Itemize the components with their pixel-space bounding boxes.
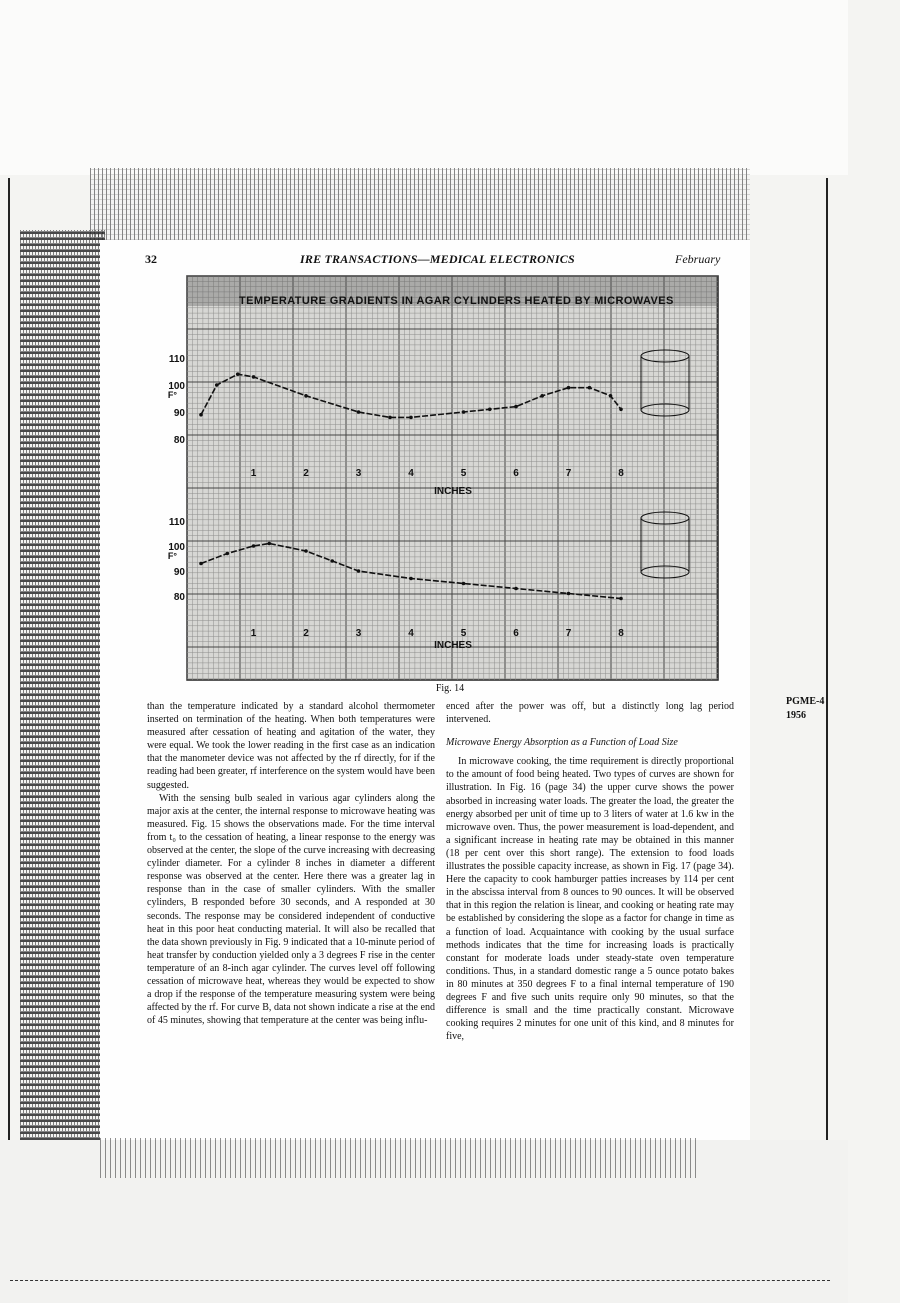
- data-point: [252, 544, 256, 548]
- journal-title: IRE TRANSACTIONS—MEDICAL ELECTRONICS: [300, 252, 575, 266]
- data-point: [567, 592, 571, 596]
- data-point: [388, 416, 392, 420]
- scan-top-margin: [0, 0, 848, 175]
- figure-caption: Fig. 14: [435, 683, 465, 694]
- x-tick-label: 2: [303, 468, 309, 479]
- y-axis-unit: F°: [167, 390, 177, 400]
- x-tick-label: 1: [250, 628, 257, 639]
- y-tick-label: 110: [168, 517, 185, 528]
- text-column-left: [147, 700, 435, 1027]
- figure-chart: [167, 276, 718, 680]
- x-axis-label: INCHES: [434, 486, 472, 497]
- x-tick-label: 7: [565, 628, 572, 639]
- paragraph: enced after the power was off, but a distinctly long lag period intervened.: [446, 701, 734, 726]
- scan-bottom-rule: [10, 1280, 830, 1282]
- data-point: [199, 413, 203, 417]
- data-point: [514, 405, 518, 409]
- data-point: [236, 372, 240, 376]
- data-point: [267, 542, 271, 546]
- data-point: [514, 587, 518, 591]
- margin-annotation: [786, 695, 824, 723]
- y-tick-label: 80: [173, 435, 185, 446]
- margin-annotation-line: PGME-4: [786, 696, 825, 707]
- scan-edge-right: [826, 178, 828, 1278]
- scan-edge-left: [8, 178, 10, 1278]
- x-tick-label: 1: [250, 468, 257, 479]
- text-column-right: [446, 700, 734, 1043]
- y-axis-unit: F°: [167, 551, 177, 561]
- x-tick-label: 3: [355, 628, 362, 639]
- x-tick-label: 4: [408, 628, 414, 639]
- y-tick-label: 80: [173, 592, 185, 603]
- data-point: [409, 577, 413, 581]
- scan-noise-bottom: [100, 1138, 700, 1178]
- x-tick-label: 8: [618, 628, 624, 639]
- x-tick-label: 4: [408, 468, 414, 479]
- x-tick-label: 5: [460, 468, 467, 479]
- y-tick-label: 110: [168, 354, 185, 365]
- y-tick-label: 90: [173, 408, 185, 419]
- data-point: [330, 559, 334, 563]
- section-heading: Microwave Energy Absorption as a Function of Load Size: [446, 737, 678, 749]
- data-point: [199, 562, 203, 566]
- data-point: [462, 582, 466, 586]
- data-point: [304, 394, 308, 398]
- data-point: [409, 416, 413, 420]
- running-header: [145, 252, 765, 270]
- data-point: [304, 549, 308, 553]
- paragraph: than the temperature indicated by a standard alcohol thermometer inserted on termination of the heating. When both temperatures were measured after cessation of heating and agitation of the water, they were equal. We took the lower reading in the first case as an indication that the manometer device was not affected by the rf directly, for if the reading had been greater, rf interference on the system would have been suggested.: [147, 701, 435, 791]
- data-point: [540, 394, 544, 398]
- data-point: [609, 394, 613, 398]
- x-tick-label: 7: [565, 468, 572, 479]
- data-point: [567, 386, 571, 390]
- figure-14: [167, 276, 718, 680]
- data-point: [225, 552, 229, 556]
- figure-title: TEMPERATURE GRADIENTS IN AGAR CYLINDERS HEATED BY MICROWAVES: [239, 295, 674, 307]
- x-tick-label: 6: [513, 468, 519, 479]
- x-tick-label: 2: [303, 628, 309, 639]
- issue-month: February: [675, 252, 721, 266]
- margin-annotation-line: 1956: [786, 710, 806, 721]
- data-point: [357, 410, 361, 414]
- scan-noise-top: [90, 168, 750, 240]
- data-point: [215, 383, 219, 387]
- data-point: [462, 410, 466, 414]
- x-tick-label: 3: [355, 468, 362, 479]
- y-tick-label: 100: [168, 542, 185, 553]
- data-point: [357, 569, 361, 573]
- page-number: 32: [145, 252, 157, 266]
- data-point: [588, 386, 592, 390]
- x-axis-label: INCHES: [434, 640, 472, 651]
- paragraph: With the sensing bulb sealed in various agar cylinders along the major axis at the center, the internal response to microwave heating was measured. Fig. 15 shows the observations made. For the time interval from t₀ to the cessation of heating, a linear response to the energy was observed at the center, the slope of the curve increasing with decreasing cylinder diameter. For a cylinder 8 inches in diameter a different response was observed at the center. Here there was a greater lag in response than in the case of smaller cylinders. With the smaller cylinders, B responded before 30 seconds, and A responded at 30 seconds. The response may be considered independent of conductive heat in this poor heat conducting material. It will also be recalled that the data shown previously in Fig. 9 indicated that a 10-minute period of heat transfer by conduction yielded only a 3 degrees F rise in the center temperature of an 8-inch agar cylinder. The curves level off following cessation of microwave heat, whereas they would be expected to show a drop if the response of the temperature measuring system were being affected by the rf. For curve B, data not shown indicate a rise at the end of 45 minutes, showing that temperature at the center was being influ-: [147, 792, 435, 1027]
- x-tick-label: 6: [513, 628, 519, 639]
- data-point: [619, 597, 623, 601]
- paragraph: In microwave cooking, the time requirement is directly proportional to the amount of food being heated. Two types of curves are shown for illustration. In Fig. 16 (page 34) the upper curve shows the power absorbed in increasing water loads. The greater the load, the greater the energy absorbed per unit of time up to 3 liters of water at 1.6 kw in the microwave oven. Thus, the power measurement is load-dependent, and a significant increase in heating rate may be obtained in this manner (18 per cent over this short range). The extension to food loads illustrates the possible capacity increase, as shown in Fig. 17 (page 34). Here the capacity to cook hamburger patties increases by 114 per cent in the abscissa interval from 8 ounces to 90 ounces. It will be observed that in this region the relation is linear, and cooking or heating rate may be established by considering the slope as a factor for change in time as a function of load. Acquaintance with cooking by the usual surface methods indicates that the time for increasing loads is practically constant for moderate loads under steady-state oven temperature conditions. Thus, in a standard domestic range a 5 ounce potato bakes in 80 minutes at 350 degrees F to a final internal temperature of 190 degrees F and five such units require only 90 minutes, so that the difference is small and the time practically constant. Microwave cooking requires 2 minutes for one unit of this kind, and 8 minutes for five,: [446, 756, 734, 1043]
- x-tick-label: 5: [460, 628, 467, 639]
- data-point: [252, 375, 256, 379]
- y-tick-label: 100: [168, 381, 185, 392]
- data-point: [619, 408, 623, 412]
- data-point: [488, 408, 492, 412]
- x-tick-label: 8: [618, 468, 624, 479]
- y-tick-label: 90: [173, 567, 185, 578]
